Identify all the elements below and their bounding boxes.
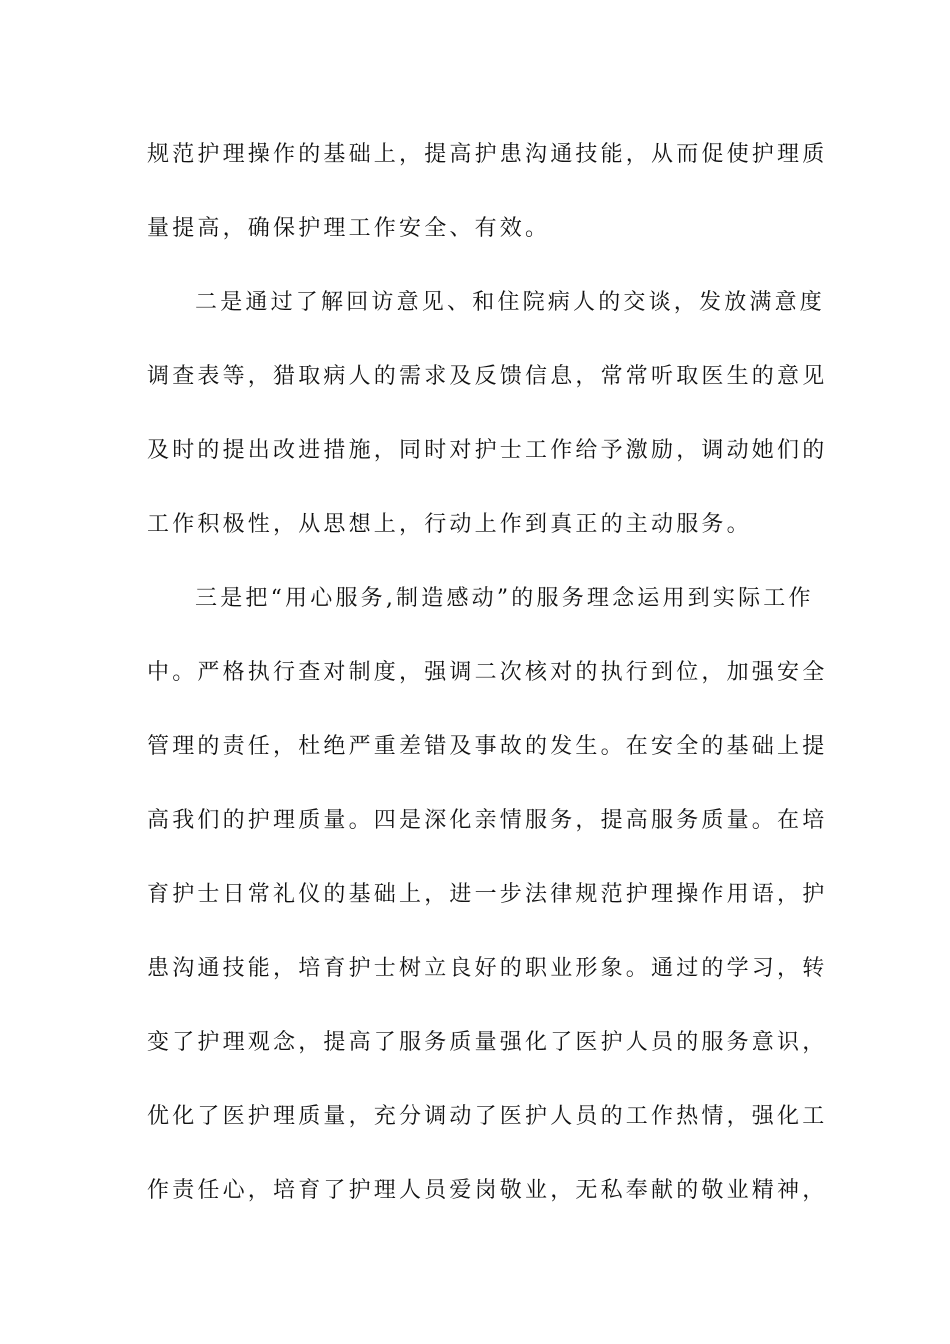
text-line: 调查表等，猎取病人的需求及反馈信息，常常听取医生的意见	[147, 364, 828, 389]
text-line: 变了护理观念，提高了服务质量强化了医护人员的服务意识，	[147, 1030, 828, 1055]
text-line: 作责任心，培育了护理人员爱岗敬业，无私奉献的敬业精神，	[147, 1178, 828, 1203]
text-line: 管理的责任，杜绝严重差错及事故的发生。在安全的基础上提	[147, 734, 828, 759]
text-line: 患沟通技能，培育护士树立良好的职业形象。通过的学习，转	[147, 956, 828, 981]
text-line: 优化了医护理质量，充分调动了医护人员的工作热情，强化工	[147, 1104, 828, 1129]
text-line: 中。严格执行查对制度，强调二次核对的执行到位，加强安全	[147, 660, 828, 685]
text-line: 工作积极性，从思想上，行动上作到真正的主动服务。	[147, 512, 752, 537]
text-line: 高我们的护理质量。四是深化亲情服务，提高服务质量。在培	[147, 808, 828, 833]
document-body	[147, 118, 828, 1228]
text-line: 育护士日常礼仪的基础上，进一步法律规范护理操作用语，护	[147, 882, 828, 907]
text-line: 规范护理操作的基础上，提高护患沟通技能，从而促使护理质	[147, 142, 828, 167]
text-line: 量提高，确保护理工作安全、有效。	[147, 216, 551, 241]
paragraph-start-line: 二是通过了解回访意见、和住院病人的交谈，发放满意度	[195, 290, 826, 315]
text-line: 及时的提出改进措施，同时对护士工作给予激励，调动她们的	[147, 438, 828, 463]
paragraph-start-line: 三是把“用心服务,制造感动”的服务理念运用到实际工作	[195, 586, 814, 611]
